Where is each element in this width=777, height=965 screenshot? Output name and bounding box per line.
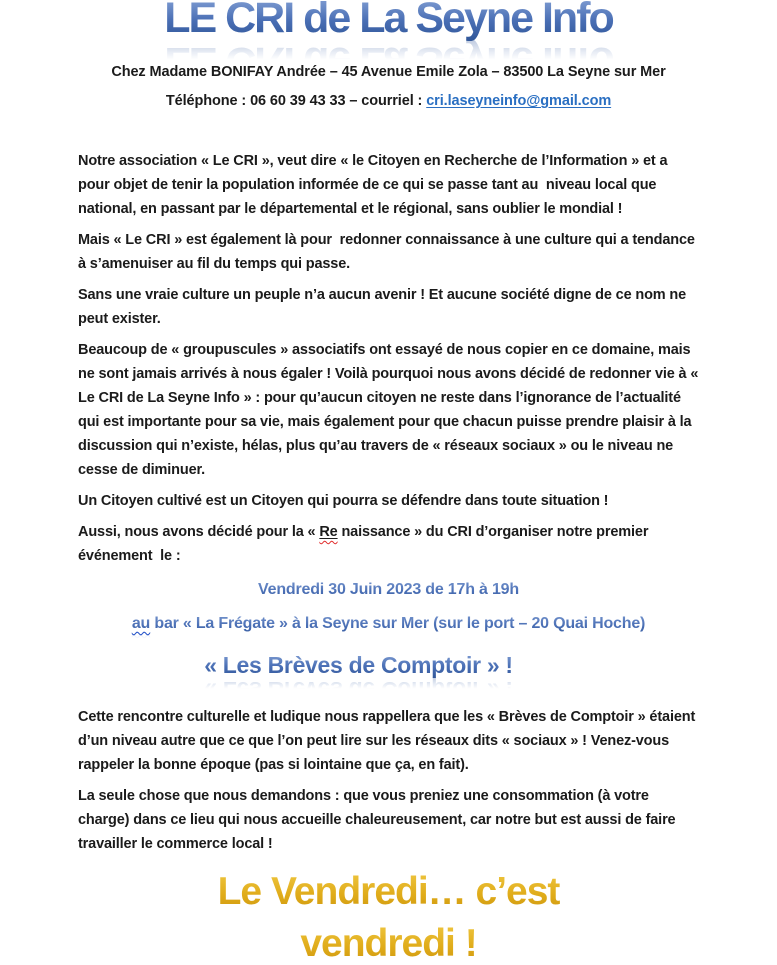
phone-label: Téléphone : 06 60 39 43 33 – courriel :	[165, 93, 427, 109]
event-datetime: Vendredi 30 Juin 2023 de 17h à 19h	[78, 575, 699, 605]
re-word-spellcheck: Re	[319, 524, 338, 540]
paragraph-rencontre: Cette rencontre culturelle et ludique nous rappellera que les « Brèves de Comptoir » étaient d’un niveau autre que ce que l’on peut lire sur les réseaux dits « sociaux » ! Venez-vous rappeler la bonne époque (pas si lointaine que ça, en fait).	[78, 709, 700, 773]
event-headline-row	[78, 651, 699, 679]
email-link[interactable]: cri.laseyneinfo@gmail.com	[426, 93, 612, 109]
footer-banner	[0, 866, 777, 965]
paragraph-consommation: La seule chose que nous demandons : que vous preniez une consommation (à votre charge) dans ce lieu qui nous accueille chaleureusement, car notre but est aussi de faire travailler le commerce local !	[78, 788, 680, 852]
paragraph-association: Notre association « Le CRI », veut dire « le Citoyen en Recherche de l’Information » et a pour objet de tenir la population informée de ce qui se passe tant au niveau local que national, en passant par le départemental et le régional, sans oublier le mondial !	[78, 153, 672, 217]
footer-gold-line-2: vendredi !	[0, 918, 777, 965]
document-header	[0, 0, 777, 109]
address-line: Chez Madame BONIFAY Andrée – 45 Avenue Emile Zola – 83500 La Seyne sur Mer	[111, 64, 666, 80]
page-title: LE CRI de La Seyne Info	[0, 0, 777, 42]
paragraph-renaissance	[78, 520, 699, 568]
footer-gold-line-1: Le Vendredi… c’est	[0, 866, 777, 918]
event-headline: « Les Brèves de Comptoir » !	[204, 652, 513, 678]
venue-word-au-grammarcheck: au	[131, 615, 151, 632]
paragraph-culture: Mais « Le CRI » est également là pour redonner connaissance à une culture qui a tendance à s’amenuiser au fil du temps qui passe.	[78, 232, 699, 272]
document-body	[0, 149, 777, 856]
renaissance-text-after: naissance » du CRI d’organiser notre premier événement le :	[78, 524, 653, 564]
re-word-underlined	[319, 524, 337, 540]
paragraph-groupuscules: Beaucoup de « groupuscules » associatifs ont essayé de nous copier en ce domaine, mais ne sont jamais arrivés à nous égaler ! Voilà pourquoi nous avons décidé de redonner vie à « Le CRI de La Seyne Info » : pour qu’aucun citoyen ne reste dans l’ignorance de l’actualité qui est importante pour sa vie, mais également pour que chacun puisse prendre plaisir à la discussion qui n’existe, hélas, plus qu’au travers de « réseaux sociaux » ou le niveau ne cesse de diminuer.	[78, 342, 703, 478]
paragraph-avenir: Sans une vraie culture un peuple n’a aucun avenir ! Et aucune société digne de ce nom ne peut exister.	[78, 287, 690, 327]
event-venue	[78, 609, 699, 639]
contact-line	[0, 93, 777, 109]
renaissance-text-before: Aussi, nous avons décidé pour la «	[78, 524, 320, 540]
paragraph-citoyen-cultive: Un Citoyen cultivé est un Citoyen qui pourra se défendre dans toute situation !	[78, 493, 609, 509]
venue-text-rest: bar « La Frégate » à la Seyne sur Mer (sur le port – 20 Quai Hoche)	[150, 615, 646, 632]
